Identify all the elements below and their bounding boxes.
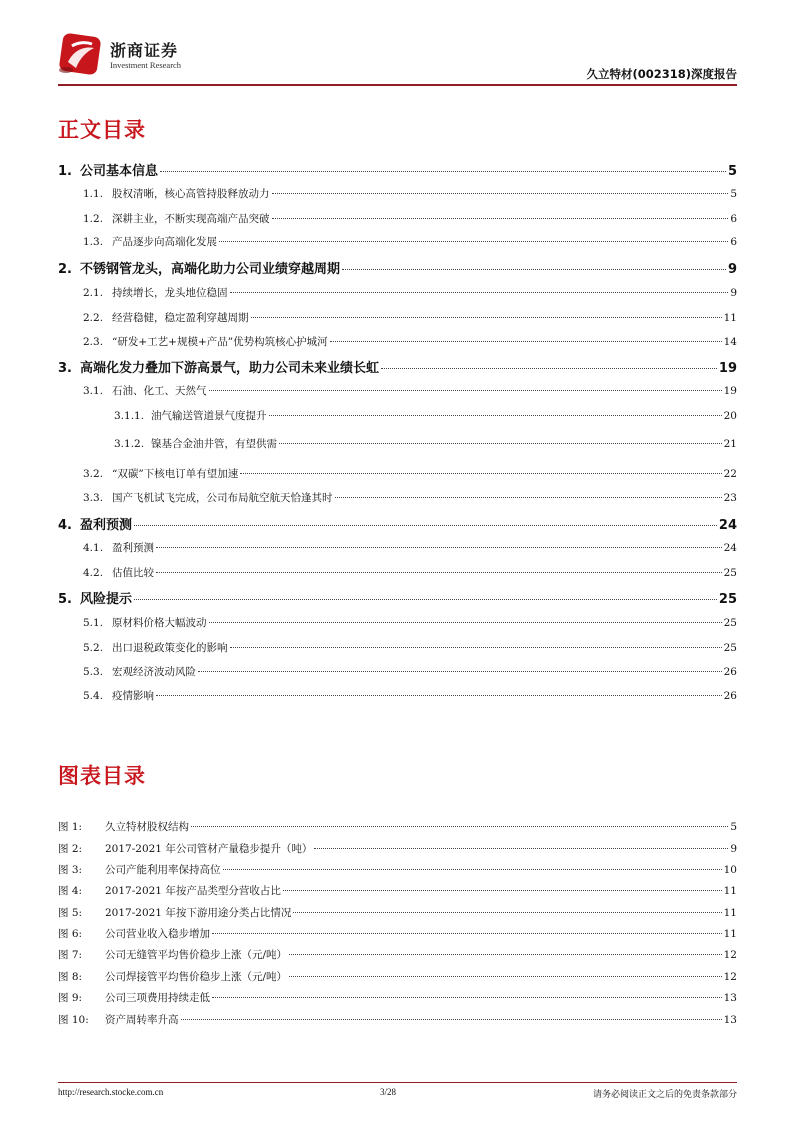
- dot-leader: [181, 1019, 722, 1020]
- toc-entry-page: 9: [730, 287, 737, 299]
- figure-entry-2[interactable]: [58, 841, 737, 856]
- figure-entry-page: 9: [730, 843, 737, 855]
- toc-entry-number: 2.: [58, 262, 72, 277]
- figure-entry-page: 11: [723, 907, 737, 919]
- dot-leader: [223, 869, 722, 870]
- toc-entry-number: 4.: [58, 518, 72, 533]
- dot-leader: [134, 525, 717, 526]
- toc-entry-text: 风险提示: [80, 592, 133, 607]
- toc-entry-text: 宏观经济波动风险: [112, 666, 196, 678]
- toc-entry-text: 估值比较: [112, 567, 154, 579]
- toc-entry-number: 4.1.: [83, 542, 104, 554]
- dot-leader: [230, 647, 722, 648]
- toc-entry-number: 5.1.: [83, 617, 104, 629]
- dot-leader: [209, 622, 722, 623]
- toc-entry-2-2[interactable]: [58, 310, 737, 325]
- toc-entry-number: 3.: [58, 361, 72, 376]
- toc-title: 正文目录: [58, 118, 146, 142]
- figure-entry-4[interactable]: [58, 883, 737, 898]
- figure-entry-page: 10: [723, 864, 737, 876]
- toc-entry-text: 油气输送管道景气度提升: [151, 410, 267, 422]
- company-logo: [58, 32, 228, 76]
- toc-entry-text: 产品逐步向高端化发展: [112, 236, 217, 248]
- dot-leader: [198, 671, 722, 672]
- toc-entry-text: 国产飞机试飞完成，公司布局航空航天恰逢其时: [112, 492, 333, 504]
- toc-entry-text: 持续增长，龙头地位稳固: [112, 287, 228, 299]
- figure-entry-text: 2017-2021 年公司管材产量稳步提升（吨）: [105, 843, 313, 855]
- dot-leader: [191, 826, 728, 827]
- figure-entry-number: 图 2:: [58, 843, 83, 855]
- figure-entry-number: 图 8:: [58, 971, 83, 983]
- toc-entry-number: 3.2.: [83, 468, 104, 480]
- dot-leader: [269, 415, 722, 416]
- dot-leader: [156, 695, 722, 696]
- toc-entry-page: 21: [723, 438, 737, 450]
- toc-entry-text: 股权清晰，核心高管持股释放动力: [112, 188, 270, 200]
- dot-leader: [156, 572, 722, 573]
- toc-entry-number: 5.: [58, 592, 72, 607]
- figure-entry-page: 5: [730, 821, 737, 833]
- figure-entry-page: 13: [723, 1014, 737, 1026]
- figure-entry-5[interactable]: [58, 905, 737, 920]
- figure-entry-number: 图 5:: [58, 907, 83, 919]
- figure-entry-page: 12: [723, 971, 737, 983]
- figure-entry-number: 图 4:: [58, 885, 83, 897]
- toc-entry-2-1[interactable]: [58, 285, 737, 300]
- footer-url-link[interactable]: http://research.stocke.com.cn: [58, 1087, 164, 1097]
- toc-entry-page: 14: [723, 336, 737, 348]
- figure-entry-number: 图 9:: [58, 992, 83, 1004]
- dot-leader: [272, 193, 729, 194]
- logo-chinese-name: 浙商证券: [110, 41, 179, 60]
- toc-entry-text: 公司基本信息: [80, 164, 159, 179]
- page-header: [58, 30, 737, 86]
- toc-entry-page: 11: [723, 312, 737, 324]
- footer-disclaimer: 请务必阅读正文之后的免责条款部分: [592, 1090, 737, 1100]
- dot-leader: [381, 368, 717, 369]
- toc-entry-4-2[interactable]: [58, 565, 737, 580]
- toc-entry-3-1-2[interactable]: [58, 436, 737, 451]
- dot-leader: [289, 954, 722, 955]
- toc-entry-page: 25: [718, 592, 737, 607]
- toc-entry-number: 2.3.: [83, 336, 104, 348]
- figure-entry-number: 图 6:: [58, 928, 83, 940]
- toc-entry-1-2[interactable]: [58, 211, 737, 226]
- toc-entry-text: 经营稳健，稳定盈利穿越周期: [112, 312, 249, 324]
- dot-leader: [251, 317, 722, 318]
- figure-entry-3[interactable]: [58, 862, 737, 877]
- dot-leader: [212, 997, 722, 998]
- toc-entry-number: 3.3.: [83, 492, 104, 504]
- dot-leader: [272, 218, 729, 219]
- toc-entry-1-3[interactable]: [58, 234, 737, 249]
- figure-entry-text: 公司焊接管平均售价稳步上涨（元/吨）: [105, 971, 288, 983]
- toc-entry-number: 1.3.: [83, 236, 104, 248]
- toc-entry-number: 3.1.1.: [114, 410, 145, 422]
- figure-entry-number: 图 3:: [58, 864, 83, 876]
- figure-entry-text: 公司无缝管平均售价稳步上涨（元/吨）: [105, 949, 288, 961]
- toc-entry-3[interactable]: [58, 357, 737, 376]
- dot-leader: [134, 599, 717, 600]
- dot-leader: [219, 241, 728, 242]
- toc-entry-page: 26: [723, 666, 737, 678]
- toc-entry-3-1[interactable]: [58, 383, 737, 398]
- toc-entry-1-1[interactable]: [58, 186, 737, 201]
- dot-leader: [156, 547, 722, 548]
- toc-entry-page: 23: [723, 492, 737, 504]
- figure-entry-page: 11: [723, 885, 737, 897]
- toc-entry-text: 石油、化工、天然气: [112, 385, 207, 397]
- toc-entry-text: 高端化发力叠加下游高景气，助力公司未来业绩长虹: [80, 361, 380, 376]
- toc-entry-page: 5: [730, 188, 737, 200]
- dot-leader: [330, 341, 722, 342]
- toc-entry-page: 26: [723, 690, 737, 702]
- figures-title: 图表目录: [58, 764, 146, 788]
- figure-entry-page: 13: [723, 992, 737, 1004]
- footer-divider: [58, 1082, 737, 1083]
- toc-entry-4-1[interactable]: [58, 540, 737, 555]
- toc-entry-text: “研发+工艺+规模+产品”优势构筑核心护城河: [112, 336, 328, 348]
- toc-entry-5-2[interactable]: [58, 640, 737, 655]
- toc-entry-5-3[interactable]: [58, 664, 737, 679]
- toc-entry-number: 3.1.2.: [114, 438, 145, 450]
- toc-entry-number: 3.1.: [83, 385, 104, 397]
- toc-entry-4[interactable]: [58, 514, 737, 533]
- toc-entry-page: 25: [723, 617, 737, 629]
- toc-entry-2-3[interactable]: [58, 334, 737, 349]
- dot-leader: [230, 292, 729, 293]
- toc-entry-number: 5.2.: [83, 642, 104, 654]
- toc-entry-number: 5.3.: [83, 666, 104, 678]
- toc-entry-3-2[interactable]: [58, 466, 737, 481]
- figure-entry-6[interactable]: [58, 926, 737, 941]
- dot-leader: [212, 933, 722, 934]
- dot-leader: [279, 443, 722, 444]
- figure-entry-8[interactable]: [58, 969, 737, 984]
- toc-entry-page: 20: [723, 410, 737, 422]
- toc-entry-number: 1.1.: [83, 188, 104, 200]
- figure-entry-text: 资产周转率升高: [105, 1014, 179, 1026]
- toc-entry-3-3[interactable]: [58, 490, 737, 505]
- figure-entry-1[interactable]: [58, 819, 737, 834]
- dot-leader: [209, 390, 722, 391]
- toc-entry-page: 9: [727, 262, 737, 277]
- dot-leader: [314, 848, 728, 849]
- dot-leader: [160, 171, 726, 172]
- figure-entry-text: 久立特材股权结构: [105, 821, 189, 833]
- dot-leader: [283, 890, 722, 891]
- toc-entry-number: 5.4.: [83, 690, 104, 702]
- toc-entry-number: 2.1.: [83, 287, 104, 299]
- toc-entry-text: 疫情影响: [112, 690, 154, 702]
- logo-english-name: Investment Research: [110, 60, 182, 70]
- figure-entry-text: 公司营业收入稳步增加: [105, 928, 210, 940]
- toc-entry-5-4[interactable]: [58, 688, 737, 703]
- toc-entry-1[interactable]: [58, 160, 737, 179]
- toc-entry-number: 2.2.: [83, 312, 104, 324]
- toc-entry-text: 深耕主业，不断实现高端产品突破: [112, 213, 270, 225]
- figure-entry-9[interactable]: [58, 990, 737, 1005]
- figure-entry-number: 图 7:: [58, 949, 83, 961]
- figure-entry-number: 图 10:: [58, 1014, 89, 1026]
- figure-entry-7[interactable]: [58, 947, 737, 962]
- toc-entry-3-1-1[interactable]: [58, 408, 737, 423]
- toc-entry-page: 19: [718, 361, 737, 376]
- figure-entry-text: 公司三项费用持续走低: [105, 992, 210, 1004]
- toc-entry-number: 1.: [58, 164, 72, 179]
- dot-leader: [289, 976, 722, 977]
- toc-entry-number: 4.2.: [83, 567, 104, 579]
- toc-entry-page: 6: [730, 236, 737, 248]
- figure-entry-page: 11: [723, 928, 737, 940]
- dot-leader: [342, 269, 726, 270]
- dot-leader: [293, 912, 721, 913]
- toc-entry-page: 24: [723, 542, 737, 554]
- figure-entry-number: 图 1:: [58, 821, 83, 833]
- toc-entry-text: 出口退税政策变化的影响: [112, 642, 228, 654]
- toc-entry-text: 盈利预测: [112, 542, 154, 554]
- report-title: 久立特材(002318)深度报告: [586, 67, 737, 81]
- toc-entry-page: 22: [723, 468, 737, 480]
- toc-entry-text: 不锈钢管龙头，高端化助力公司业绩穿越周期: [80, 262, 341, 277]
- toc-entry-5-1[interactable]: [58, 615, 737, 630]
- toc-entry-2[interactable]: [58, 258, 737, 277]
- figure-entry-text: 2017-2021 年按下游用途分类占比情况: [105, 907, 292, 919]
- logo-mark-icon: [58, 32, 106, 76]
- figure-entry-page: 12: [723, 949, 737, 961]
- figure-entry-text: 公司产能利用率保持高位: [105, 864, 221, 876]
- toc-entry-number: 1.2.: [83, 213, 104, 225]
- toc-entry-page: 25: [723, 567, 737, 579]
- toc-entry-5[interactable]: [58, 588, 737, 607]
- figure-entry-10[interactable]: [58, 1012, 737, 1027]
- footer-page-number: 3/28: [380, 1087, 397, 1097]
- toc-entry-page: 19: [723, 385, 737, 397]
- toc-entry-text: “双碳”下核电订单有望加速: [112, 468, 239, 480]
- dot-leader: [240, 473, 721, 474]
- toc-entry-page: 24: [718, 518, 737, 533]
- dot-leader: [335, 497, 722, 498]
- figure-entry-text: 2017-2021 年按产品类型分营收占比: [105, 885, 281, 897]
- toc-entry-page: 6: [730, 213, 737, 225]
- header-divider: [58, 84, 737, 86]
- toc-entry-text: 镍基合金油井管，有望供需: [151, 438, 277, 450]
- toc-entry-text: 原材料价格大幅波动: [112, 617, 207, 629]
- toc-entry-page: 5: [727, 164, 737, 179]
- toc-entry-page: 25: [723, 642, 737, 654]
- toc-entry-text: 盈利预测: [80, 518, 133, 533]
